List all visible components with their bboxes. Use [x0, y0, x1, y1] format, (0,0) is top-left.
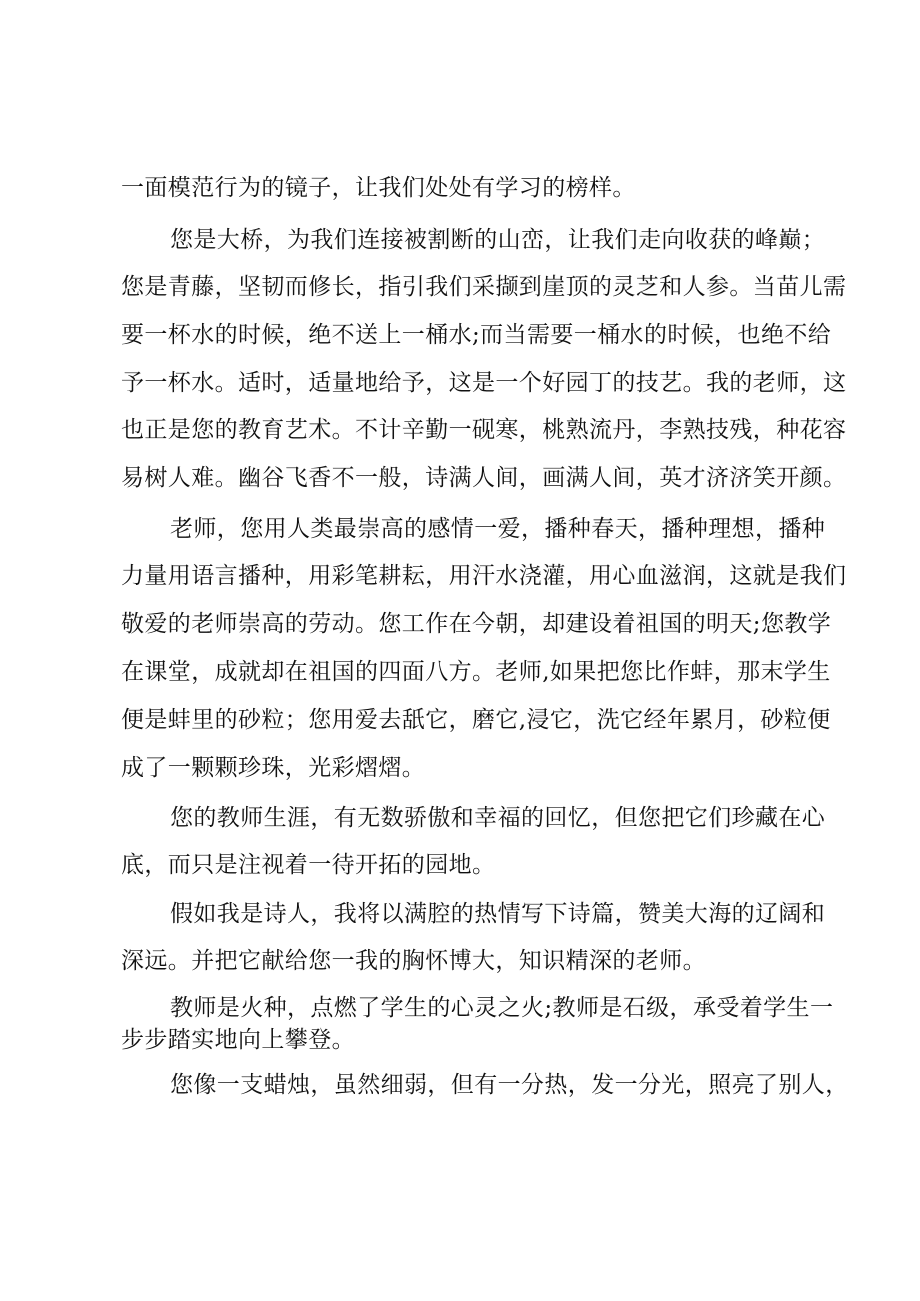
text-line: 您的教师生涯，有无数骄傲和幸福的回忆，但您把它们珍藏在心 [170, 805, 826, 831]
text-line: 一面模范行为的镜子，让我们处处有学习的榜样。 [121, 175, 636, 201]
text-line: 老师，您用人类最崇高的感情一爱，播种春天，播种理想，播种 [170, 516, 826, 542]
text-line: 成了一颗颗珍珠，光彩熠熠。 [121, 755, 426, 781]
text-line: 教师是火种，点燃了学生的心灵之火;教师是石级，承受着学生一 [170, 995, 834, 1021]
text-line: 您是大桥，为我们连接被割断的山峦，让我们走向收获的峰巅； [170, 227, 826, 253]
text-line: 力量用语言播种，用彩笔耕耘，用汗水浇灌，用心血滋润，这就是我们 [121, 563, 847, 589]
text-line: 您是青藤，坚韧而修长，指引我们采撷到崖顶的灵芝和人参。当苗儿需 [121, 274, 847, 300]
text-line: 要一杯水的时候，绝不送上一桶水;而当需要一桶水的时候，也绝不给 [121, 322, 832, 348]
text-line: 敬爱的老师崇高的劳动。您工作在今朝，却建设着祖国的明天;您教学 [121, 611, 832, 637]
text-line: 易树人难。幽谷飞香不一般，诗满人间，画满人间，英才济济笑开颜。 [121, 465, 847, 491]
text-line: 便是蚌里的砂粒；您用爱去舐它，磨它,浸它，洗它经年累月，砂粒便 [121, 707, 831, 733]
text-line: 假如我是诗人，我将以满腔的热情写下诗篇，赞美大海的辽阔和 [170, 901, 826, 927]
text-line: 步步踏实地向上攀登。 [121, 1027, 355, 1053]
text-line: 您像一支蜡烛，虽然细弱，但有一分热，发一分光，照亮了别人， [170, 1072, 849, 1098]
text-line: 底，而只是注视着一待开拓的园地。 [121, 852, 496, 878]
text-line: 深远。并把它献给您一我的胸怀博大，知识精深的老师。 [121, 948, 706, 974]
text-line: 也正是您的教育艺术。不计辛勤一砚寒，桃熟流丹，李熟技残，种花容 [121, 417, 847, 443]
text-line: 予一杯水。适时，适量地给予，这是一个好园丁的技艺。我的老师，这 [121, 370, 847, 396]
text-line: 在课堂，成就却在祖国的四面八方。老师,如果把您比作蚌，那末学生 [121, 659, 831, 685]
